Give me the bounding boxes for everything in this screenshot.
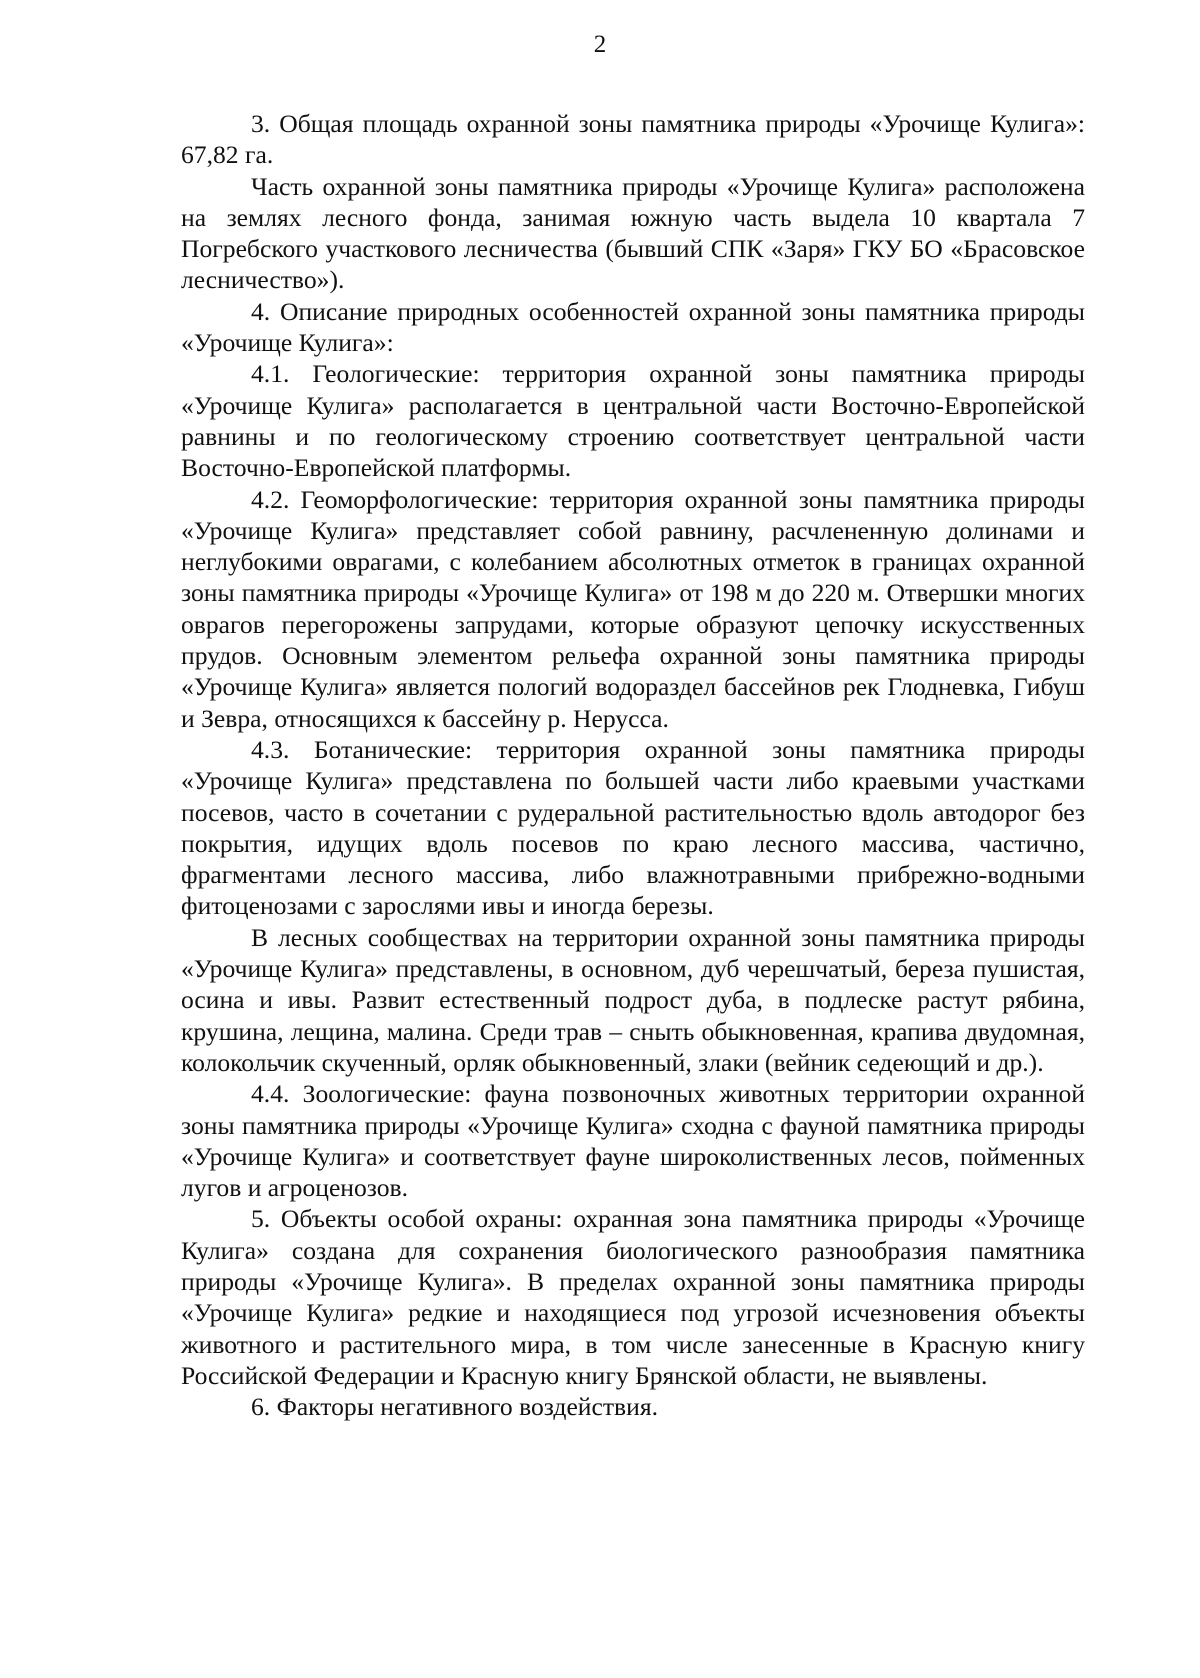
paragraph-botanical: 4.3. Ботанические: территория охранной зоны памятника природы «Урочище Кулига» представлена по большей части либо краевыми участками посевов, часто в сочетании с рудеральной растительностью вдоль автодорог без покрытия, идущих вдоль посевов по краю лесного массива, частично, фрагментами лесного массива, либо влажнотравными прибрежно-водными фитоценозами с зарослями ивы и иногда березы.: [181, 734, 1085, 921]
paragraph-geomorphological: 4.2. Геоморфологические: территория охранной зоны памятника природы «Урочище Кулига» представляет собой равнину, расчлененную долинами и неглубокими оврагами, с колебанием абсолютных отметок в границах охранной зоны памятника природы «Урочище Кулига» от 198 м до 220 м. Отвершки многих оврагов перегорожены запрудами, которые образуют цепочку искусственных прудов. Основным элементом рельефа охранной зоны памятника природы «Урочище Кулига» является пологий водораздел бассейнов рек Глодневка, Гибуш и Зевра, относящихся к бассейну р. Нерусса.: [181, 484, 1085, 733]
paragraph-protected-objects: 5. Объекты особой охраны: охранная зона памятника природы «Урочище Кулига» создана для сохранения биологического разнообразия памятника природы «Урочище Кулига». В пределах охранной зоны памятника природы «Урочище Кулига» редкие и находящиеся под угрозой исчезновения объекты животного и растительного мира, в том числе занесенные в Красную книгу Российской Федерации и Красную книгу Брянской области, не выявлены.: [181, 1204, 1085, 1390]
paragraph-negative-factors: 6. Факторы негативного воздействия.: [251, 1392, 658, 1422]
paragraph-geological: 4.1. Геологические: территория охранной зоны памятника природы «Урочище Кулига» располагается в центральной части Восточно-Европейской равнины и по геологическому строению соответствует центральной части Восточно-Европейской платформы.: [181, 359, 1085, 483]
paragraph-forest-fund-location: Часть охранной зоны памятника природы «Урочище Кулига» расположена на землях лесного фонда, занимая южную часть выдела 10 квартала 7 Погребского участкового лесничества (бывший СПК «Заря» ГКУ БО «Брасовское лесничество»).: [181, 171, 1085, 295]
paragraph-forest-communities: В лесных сообществах на территории охранной зоны памятника природы «Урочище Кулига» представлены, в основном, дуб черешчатый, береза пушистая, осина и ивы. Развит естественный подрост дуба, в подлеске растут рябина, крушина, лещина, малина. Среди трав – сныть обыкновенная, крапива двудомная, колокольчик скученный, орляк обыкновенный, злаки (вейник седеющий и др.).: [181, 922, 1085, 1077]
paragraph-natural-features-heading: 4. Описание природных особенностей охранной зоны памятника природы «Урочище Кулига»:: [181, 296, 1085, 358]
paragraph-zoological: 4.4. Зоологические: фауна позвоночных животных территории охранной зоны памятника природы «Урочище Кулига» сходна с фауной памятника природы «Урочище Кулига» и соответствует фауне широколиственных лесов, пойменных лугов и агроценозов.: [181, 1079, 1085, 1203]
paragraph-total-area: 3. Общая площадь охранной зоны памятника природы «Урочище Кулига»: 67,82 га.: [181, 109, 1085, 170]
page-number: 2: [593, 31, 607, 58]
document-body: [181, 108, 1085, 1422]
